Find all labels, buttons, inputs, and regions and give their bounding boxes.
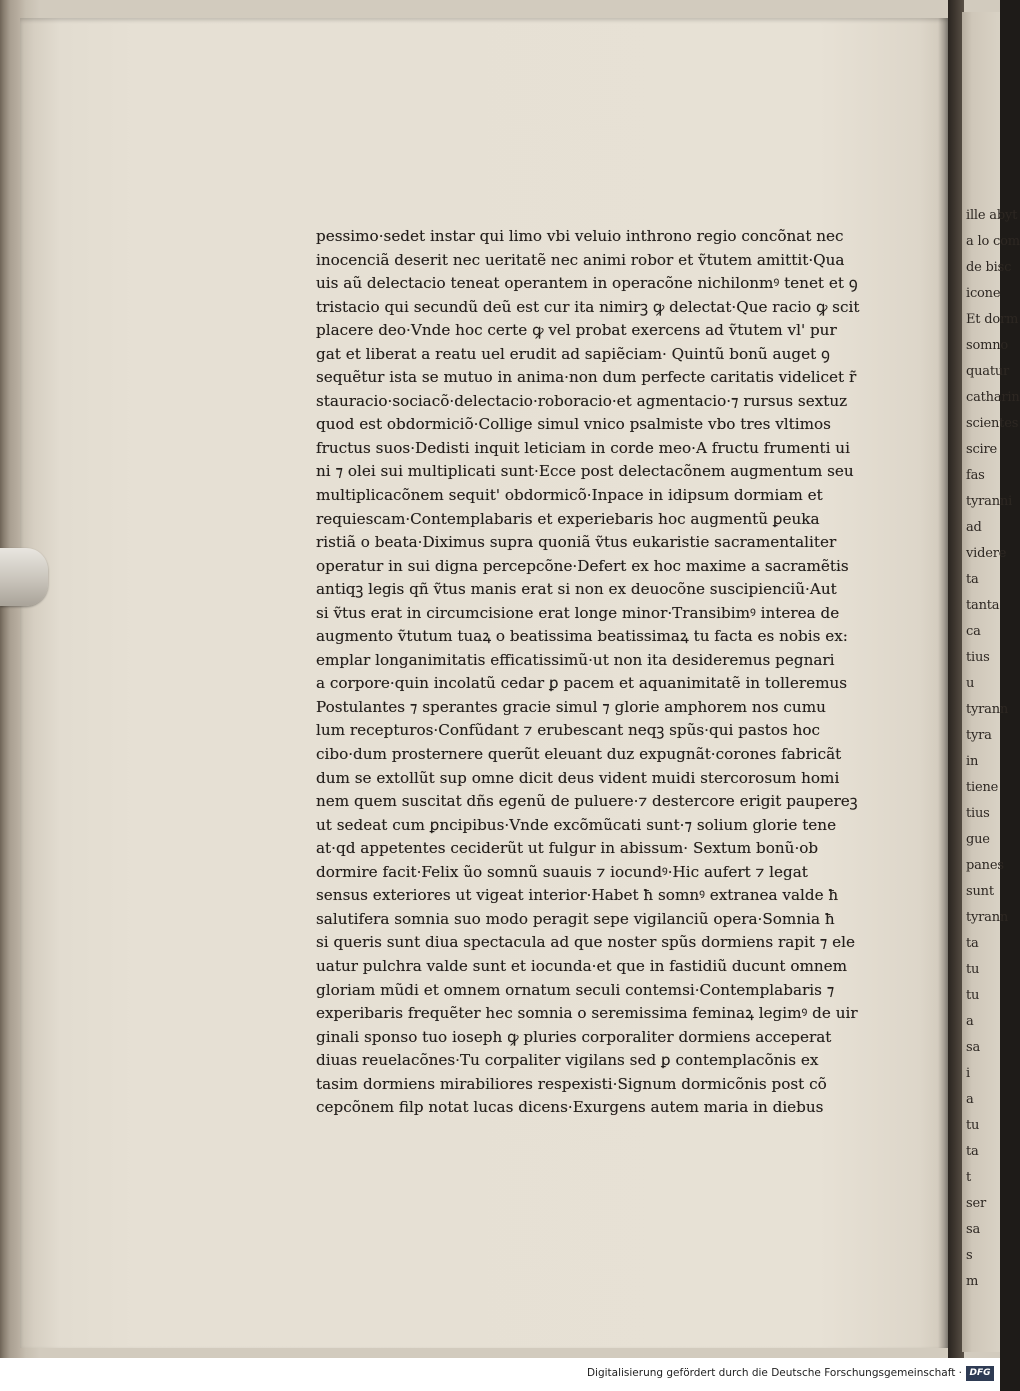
facing-page-fragment: tu — [966, 962, 980, 977]
facing-page-fragment: Et dorm — [966, 312, 1019, 327]
text-line: ni ⁊ olei sui multiplicati sunt·Ecce post delectacõnem augmentum seu — [316, 462, 854, 481]
facing-page-fragment: icone — [966, 286, 1001, 301]
text-line: at·qd appetentes ceciderũt ut fulgur in abissum· Sextum bonũ·ob — [316, 839, 819, 858]
facing-page-fragment: t — [966, 1170, 972, 1185]
facing-page-fragment: sunt — [966, 884, 994, 899]
text-line: ut sedeat cum ꝑncipibus·Vnde excõmũcati sunt·⁊ solium glorie tene — [316, 815, 837, 834]
facing-page-fragment: de bisc — [966, 260, 1012, 275]
text-line: uis aũ delectacio teneat operantem in operacõne nichilonmꝰ tenet et ꝯ — [316, 274, 858, 293]
facing-page-fragment: i — [966, 1066, 970, 1081]
facing-page-fragment: ta — [966, 936, 979, 951]
facing-page-fragment: scientes — [966, 416, 1019, 431]
text-line: dum se extollũt sup omne dicit deus vident muidi stercorosum homi — [316, 768, 840, 787]
text-line: nem quem suscitat dñs egenũ de puluere·⁊ destercore erigit paupereꝫ — [316, 792, 858, 811]
text-line: stauracio·sociacõ·delectacio·roboracio·et agmentacio·⁊ rursus sextuz — [316, 391, 848, 410]
text-line: antiqꝫ legis qñ ṽtus manis erat si non ex deuocõne suscipienciũ·Aut — [316, 580, 837, 599]
facing-page-fragment: ta — [966, 1144, 979, 1159]
facing-page-fragment: sa — [966, 1040, 981, 1055]
text-line: augmento ṽtutum tuaꝝ o beatissima beatissimaꝝ tu facta es nobis ex: — [316, 627, 848, 646]
facing-page-fragment: tu — [966, 1118, 980, 1133]
facing-page-fragment: videre — [966, 546, 1007, 561]
facing-page-fragment: tyrann — [966, 910, 1009, 925]
text-line: salutifera somnia suo modo peragit sepe vigilanciũ opera·Somnia ħ — [316, 909, 835, 928]
facing-page-fragment: sa — [966, 1222, 981, 1237]
facing-page-fragment: tyra — [966, 728, 992, 743]
facing-page-fragment: a — [966, 1092, 974, 1107]
page-edge-shadow — [938, 18, 948, 1348]
facing-page-fragment: ad — [966, 520, 982, 535]
text-line: gloriam mũdi et omnem ornatum seculi contemsi·Contemplabaris ⁊ — [316, 980, 835, 999]
facing-page-fragment: gue — [966, 832, 990, 847]
text-line: quod est obdormiciõ·Collige simul vnico psalmiste vbo tres vltimos — [316, 415, 831, 434]
text-line: dormire facit·Felix ũo somnũ suauis ⁊ iocundꝰ·Hic aufert ⁊ legat — [316, 862, 808, 881]
text-line: emplar longanimitatis efficatissimũ·ut non ita desideremus pegnari — [316, 650, 835, 669]
facing-page-fragment: tiene — [966, 780, 999, 795]
text-line: cepcõnem filp notat lucas dicens·Exurgens autem maria in diebus — [316, 1098, 824, 1117]
text-line: tristacio qui secundũ deũ est cur ita nimirꝫ ꝙ delectat·Que racio ꝙ scit — [316, 297, 860, 316]
text-line: si queris sunt diua spectacula ad que noster spũs dormiens rapit ⁊ ele — [316, 933, 855, 952]
text-line: Postulantes ⁊ sperantes gracie simul ⁊ glorie amphorem nos cumu — [316, 697, 826, 716]
text-line: cibo·dum prosternere querũt eleuant duz expugnãt·corones fabricãt — [316, 745, 842, 764]
text-line: diuas reuelacõnes·Tu corpaliter vigilans sed ꝑ contemplacõnis ex — [316, 1051, 819, 1070]
facing-page-fragment: tyrann — [966, 702, 1009, 717]
text-line: sequẽtur ista se mutuo in anima·non dum perfecte caritatis videlicet r̃ — [316, 368, 857, 387]
facing-page-fragment: ca — [966, 624, 981, 639]
facing-page-fragment: quatur — [966, 364, 1010, 379]
facing-page-fragment: tius — [966, 806, 990, 821]
facing-page-fragment: scire — [966, 442, 998, 457]
facing-page-fragment: u — [966, 676, 975, 691]
facing-page-fragment: a lo com — [966, 234, 1020, 249]
text-line: fructus suos·Dedisti inquit leticiam in corde meo·A fructu frumenti ui — [316, 438, 850, 457]
scanned-page — [20, 18, 948, 1348]
facing-page-fragment: m — [966, 1274, 979, 1289]
text-line: experibaris frequẽter hec somnia o seremissima feminaꝝ legimꝰ de uir — [316, 1004, 858, 1023]
facing-page-fragment: s — [966, 1248, 973, 1263]
text-line: ristiã o beata·Diximus supra quoniã ṽtus eukaristie sacramentaliter — [316, 533, 837, 552]
text-line: gat et liberat a reatu uel erudit ad sapiẽciam· Quintũ bonũ auget ꝯ — [316, 344, 830, 363]
text-line: pessimo·sedet instar qui limo vbi veluio inthrono regio concõnat nec — [316, 227, 844, 245]
page-clip — [0, 548, 48, 606]
facing-page-fragment: ille abyt — [966, 208, 1018, 223]
facing-page-fragment: a — [966, 1014, 974, 1029]
text-line: uatur pulchra valde sunt et iocunda·et que in fastidiũ ducunt omnem — [316, 956, 848, 975]
facing-page-edge — [962, 12, 1020, 1352]
facing-page-fragment: tu — [966, 988, 980, 1003]
facing-page-fragment: tyranni — [966, 494, 1013, 509]
dfg-logo: DFG — [966, 1366, 994, 1381]
text-line: si ṽtus erat in circumcisione erat longe minor·Transibimꝰ interea de — [316, 603, 840, 622]
text-line: inocenciã deserit nec ueritatẽ nec animi robor et ṽtutem amittit·Qua — [316, 250, 845, 269]
facing-page-fragment: tius — [966, 650, 990, 665]
text-line: placere deo·Vnde hoc certe ꝙ vel probat exercens ad ṽtutem vl' pur — [316, 321, 837, 340]
text-line: lum recepturos·Confũdant ⁊ erubescant neqꝫ spũs·qui pastos hoc — [316, 721, 821, 740]
facing-page-fragment: fas — [966, 468, 985, 483]
page-text-block — [316, 225, 888, 1120]
text-line: a corpore·quin incolatũ cedar ꝑ pacem et aquanimitatẽ in tolleremus — [316, 674, 848, 693]
text-line: tasim dormiens mirabiliores respexisti·Signum dormicõnis post cõ — [316, 1074, 827, 1093]
footer-bar — [0, 1358, 1000, 1391]
text-line: ginali sponso tuo ioseph ꝙ pluries corporaliter dormiens acceperat — [316, 1027, 832, 1046]
text-line: sensus exteriores ut vigeat interior·Habet ħ somnꝰ extranea valde ħ — [316, 886, 839, 905]
text-line: operatur in sui digna percepcõne·Defert ex hoc maxime a sacramẽtis — [316, 556, 849, 575]
facing-page-fragment: panes — [966, 858, 1004, 873]
facing-page-fragment: somno — [966, 338, 1009, 353]
facing-page-fragment: ta — [966, 572, 979, 587]
text-line: multiplicacõnem sequit' obdormicõ·Inpace in idipsum dormiam et — [316, 486, 823, 505]
facing-page-fragment: catharin — [966, 390, 1020, 405]
facing-page-fragment: tanta — [966, 598, 1000, 613]
text-line: requiescam·Contemplabaris et experiebaris hoc augmentũ ꝑeuka — [316, 509, 820, 528]
facing-page-fragment: in — [966, 754, 979, 769]
facing-page-fragment: ser — [966, 1196, 986, 1211]
footer-credit: Digitalisierung gefördert durch die Deutsche Forschungsgemeinschaft · — [586, 1367, 962, 1379]
